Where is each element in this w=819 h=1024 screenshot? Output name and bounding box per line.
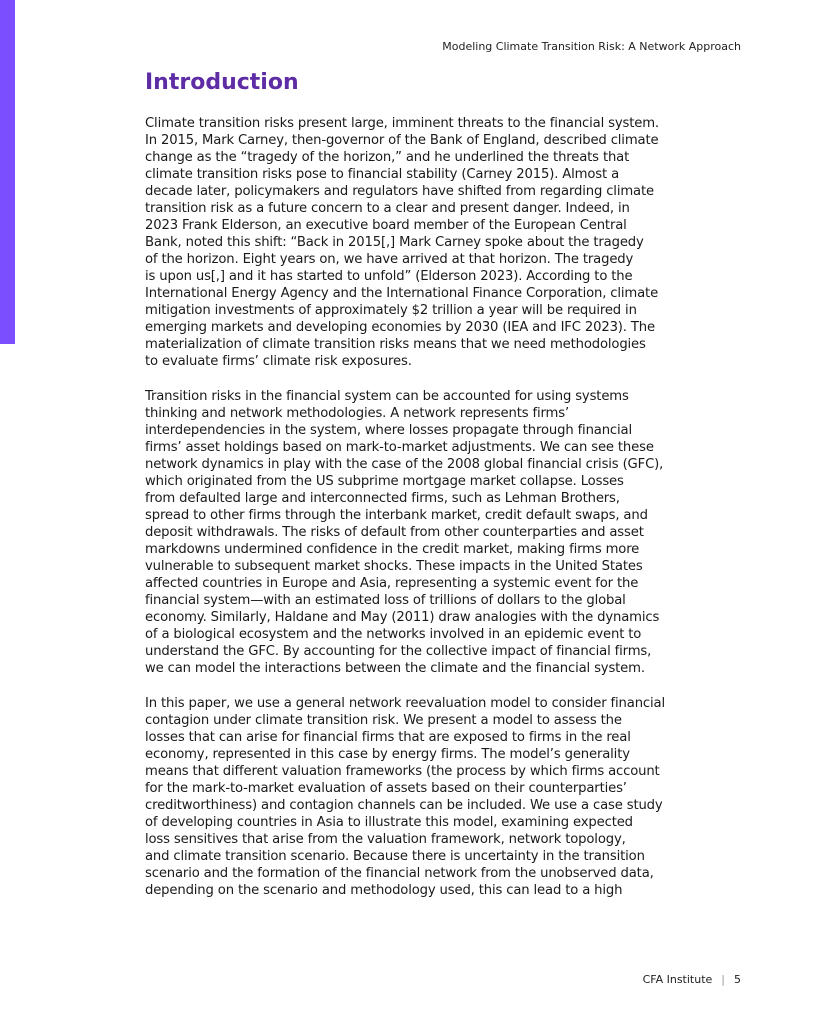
text-line: losses that can arise for financial firms that are exposed to firms in the real bbox=[145, 730, 631, 745]
text-line: In 2015, Mark Carney, then-governor of the Bank of England, described climate bbox=[145, 133, 659, 148]
text-line: International Energy Agency and the International Finance Corporation, climate bbox=[145, 286, 659, 301]
text-line: of a biological ecosystem and the networks involved in an epidemic event to bbox=[145, 627, 642, 642]
footer-publisher: CFA Institute bbox=[642, 973, 713, 986]
text-line: understand the GFC. By accounting for the collective impact of financial firms, bbox=[145, 644, 652, 659]
text-line: change as the “tragedy of the horizon,” and he underlined the threats that bbox=[145, 150, 630, 165]
text-line: In this paper, we use a general network reevaluation model to consider financial bbox=[145, 696, 665, 711]
page-number: 5 bbox=[734, 973, 741, 986]
text-line: thinking and network methodologies. A network represents firms’ bbox=[145, 406, 570, 421]
text-line: emerging markets and developing economies by 2030 (IEA and IFC 2023). The bbox=[145, 320, 655, 335]
text-line: depending on the scenario and methodology used, this can lead to a high bbox=[145, 883, 623, 898]
text-line: Bank, noted this shift: “Back in 2015[,] Mark Carney spoke about the tragedy bbox=[145, 235, 644, 250]
text-line: loss sensitives that arise from the valuation framework, network topology, bbox=[145, 832, 626, 847]
text-line: of developing countries in Asia to illustrate this model, examining expected bbox=[145, 815, 633, 830]
text-line: markdowns undermined confidence in the credit market, making firms more bbox=[145, 542, 640, 557]
text-line: to evaluate firms’ climate risk exposures. bbox=[145, 354, 412, 369]
body-text bbox=[145, 115, 675, 917]
text-line: Climate transition risks present large, imminent threats to the financial system. bbox=[145, 116, 659, 131]
paragraph-3 bbox=[145, 695, 675, 899]
text-line: transition risk as a future concern to a clear and present danger. Indeed, in bbox=[145, 201, 630, 216]
text-line: mitigation investments of approximately $2 trillion a year will be required in bbox=[145, 303, 637, 318]
running-header: Modeling Climate Transition Risk: A Network Approach bbox=[442, 40, 741, 53]
text-line: spread to other firms through the interbank market, credit default swaps, and bbox=[145, 508, 648, 523]
text-line: Transition risks in the financial system can be accounted for using systems bbox=[145, 389, 629, 404]
section-title: Introduction bbox=[145, 70, 299, 95]
text-line: interdependencies in the system, where losses propagate through financial bbox=[145, 423, 632, 438]
text-line: means that different valuation frameworks (the process by which firms account bbox=[145, 764, 660, 779]
text-line: contagion under climate transition risk. We present a model to assess the bbox=[145, 713, 622, 728]
text-line: deposit withdrawals. The risks of default from other counterparties and asset bbox=[145, 525, 644, 540]
text-line: of the horizon. Eight years on, we have arrived at that horizon. The tragedy bbox=[145, 252, 634, 267]
page-footer bbox=[643, 973, 741, 986]
text-line: and climate transition scenario. Because there is uncertainty in the transition bbox=[145, 849, 645, 864]
text-line: economy. Similarly, Haldane and May (2011) draw analogies with the dynamics bbox=[145, 610, 660, 625]
text-line: climate transition risks pose to financial stability (Carney 2015). Almost a bbox=[145, 167, 620, 182]
text-line: financial system—with an estimated loss of trillions of dollars to the global bbox=[145, 593, 626, 608]
text-line: network dynamics in play with the case of the 2008 global financial crisis (GFC), bbox=[145, 457, 664, 472]
text-line: creditworthiness) and contagion channels can be included. We use a case study bbox=[145, 798, 663, 813]
text-line: for the mark-to-market evaluation of assets based on their counterparties’ bbox=[145, 781, 627, 796]
text-line: we can model the interactions between the climate and the financial system. bbox=[145, 661, 645, 676]
text-line: which originated from the US subprime mortgage market collapse. Losses bbox=[145, 474, 624, 489]
text-line: scenario and the formation of the financial network from the unobserved data, bbox=[145, 866, 654, 881]
text-line: economy, represented in this case by energy firms. The model’s generality bbox=[145, 747, 630, 762]
text-line: firms’ asset holdings based on mark-to-market adjustments. We can see these bbox=[145, 440, 654, 455]
text-line: affected countries in Europe and Asia, representing a systemic event for the bbox=[145, 576, 639, 591]
text-line: vulnerable to subsequent market shocks. These impacts in the United States bbox=[145, 559, 643, 574]
footer-separator: | bbox=[721, 973, 725, 986]
text-line: materialization of climate transition risks means that we need methodologies bbox=[145, 337, 646, 352]
accent-bar bbox=[0, 0, 15, 344]
text-line: is upon us[,] and it has started to unfold” (Elderson 2023). According to the bbox=[145, 269, 633, 284]
paragraph-1 bbox=[145, 115, 675, 370]
text-line: from defaulted large and interconnected firms, such as Lehman Brothers, bbox=[145, 491, 620, 506]
text-line: decade later, policymakers and regulators have shifted from regarding climate bbox=[145, 184, 654, 199]
paragraph-2 bbox=[145, 388, 675, 677]
text-line: 2023 Frank Elderson, an executive board member of the European Central bbox=[145, 218, 627, 233]
